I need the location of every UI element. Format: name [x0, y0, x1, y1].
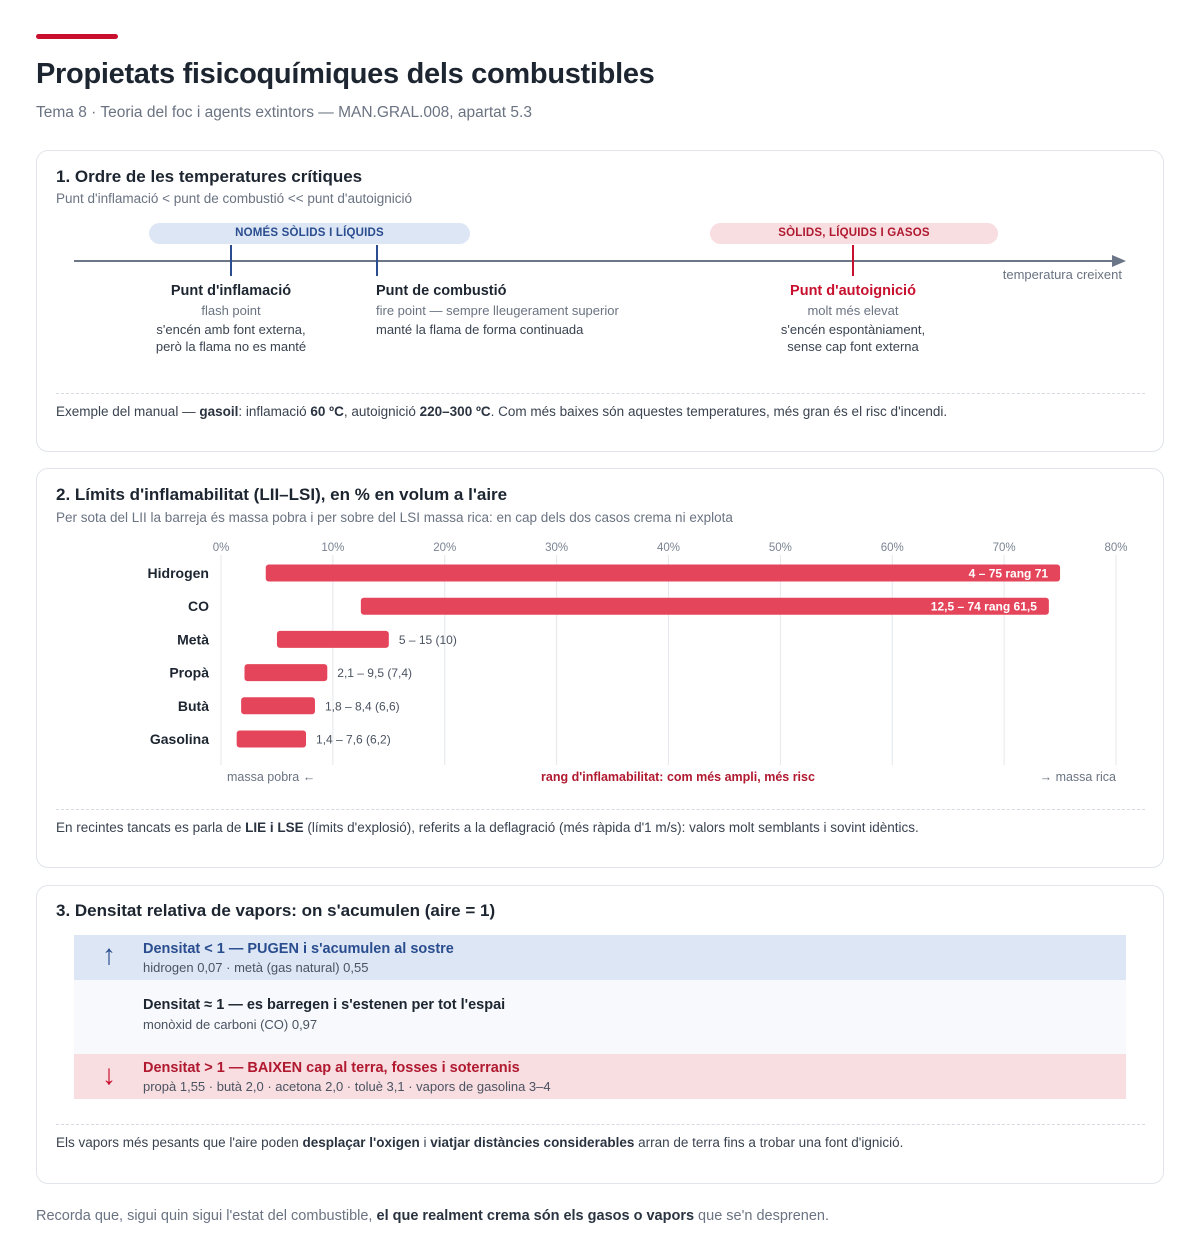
density-row-sink — [74, 1054, 1126, 1099]
x-tick-label: 50% — [768, 542, 792, 554]
section3-divider — [56, 1124, 1145, 1125]
flammability-chart — [37, 469, 1165, 799]
density-row-mix — [74, 980, 1126, 1054]
page-title: Propietats fisicoquímiques dels combustibles — [36, 58, 655, 90]
x-tick-label: 20% — [433, 542, 457, 554]
lean-mixture-label: massa pobra ← — [227, 770, 316, 784]
density-mix-label: Densitat ≈ 1 — es barregen i s'estenen per tot l'espai — [143, 997, 506, 1013]
x-tick-label: 80% — [1104, 542, 1128, 554]
page-subtitle: Tema 8 · Teoria del foc i agents extintors — MAN.GRAL.008, apartat 5.3 — [36, 104, 532, 121]
section2-title: 2. Límits d'inflamabilitat (LII–LSI), en % en volum a l'aire — [56, 485, 508, 504]
x-tick-label: 10% — [321, 542, 345, 554]
section3-note: Els vapors més pesants que l'aire poden desplaçar l'oxigen i viatjar distàncies considerables arran de terra fins a trobar una font d'ignició. — [56, 1135, 904, 1150]
fire-point-desc1: manté la flama de forma continuada — [376, 322, 584, 337]
x-tick-label: 60% — [880, 542, 904, 554]
autoignition-desc2: sense cap font externa — [787, 339, 919, 354]
arrow-down-icon: ↓ — [102, 1059, 116, 1090]
arrow-up-icon: ↑ — [102, 939, 116, 970]
x-tick-label: 30% — [545, 542, 569, 554]
category-label: CO — [188, 598, 209, 615]
flash-point-desc1: s'encén amb font externa, — [156, 322, 306, 337]
section1-note: Exemple del manual — gasoil: inflamació 60 ºC, autoignició 220–300 ºC. Com més baixes són aquestes temperatures, més gran és el risc d'incendi. — [56, 404, 948, 419]
rich-mixture-label: → massa rica — [1039, 770, 1116, 784]
density-rise-label: Densitat < 1 — PUGEN i s'acumulen al sostre — [143, 941, 454, 957]
autoignition-en: molt més elevat — [807, 303, 899, 318]
flash-point-tick — [230, 245, 232, 276]
vapor-density-card — [36, 885, 1164, 1184]
fire-point-name: Punt de combustió — [376, 283, 507, 299]
density-row-rise — [74, 935, 1126, 980]
category-label: Hidrogen — [147, 565, 209, 581]
range-label: 12,5 – 74 rang 61,5 — [930, 599, 1037, 614]
x-tick-label: 70% — [992, 542, 1016, 554]
category-label: Gasolina — [149, 731, 209, 747]
range-bar — [277, 631, 389, 648]
band-solids-liquids: NOMÉS SÒLIDS I LÍQUIDS — [149, 223, 470, 244]
footer-note: Recorda que, sigui quin sigui l'estat del combustible, el que realment crema són els gasos o vapors que se'n desprenen. — [36, 1208, 830, 1224]
fire-point-tick — [376, 245, 378, 276]
band-all-states: SÒLIDS, LÍQUIDS I GASOS — [710, 223, 998, 244]
section2-subtitle: Per sota del LII la barreja és massa pobra i per sobre del LSI massa rica: en cap dels dos casos crema ni explota — [56, 510, 733, 525]
flammability-card — [36, 468, 1164, 868]
flash-point-desc2: però la flama no es manté — [155, 339, 307, 354]
flash-point-en: flash point — [201, 303, 261, 318]
category-label: Butà — [177, 697, 209, 714]
autoignition-label — [753, 283, 953, 355]
autoignition-name: Punt d'autoignició — [790, 283, 916, 299]
category-label: Metà — [177, 631, 209, 648]
range-label: 2,1 – 9,5 (7,4) — [337, 666, 412, 681]
flash-point-label — [131, 283, 331, 355]
axis-arrowhead — [1112, 255, 1126, 267]
section2-divider — [56, 809, 1145, 810]
section1-subtitle: Punt d'inflamació < punt de combustió << punt d'autoignició — [56, 191, 413, 206]
x-tick-label: 0% — [212, 542, 230, 554]
category-label: Propà — [169, 664, 209, 681]
range-bar — [237, 731, 306, 748]
range-label: 1,4 – 7,6 (6,2) — [316, 732, 391, 747]
range-bar — [266, 565, 1060, 582]
range-risk-label: rang d'inflamabilitat: com més ampli, més risc — [541, 770, 815, 784]
x-tick-label: 40% — [656, 542, 681, 554]
fire-point-label — [376, 283, 676, 338]
range-label: 4 – 75 rang 71 — [968, 566, 1049, 581]
section1-divider — [56, 393, 1145, 394]
axis-caption: temperatura creixent — [1002, 267, 1122, 282]
range-label: 5 – 15 (10) — [398, 632, 457, 647]
section2-note: En recintes tancats es parla de LIE i LSE (límits d'explosió), referits a la deflagració (més ràpida d'1 m/s): valors molt semblants i sovint idèntics. — [56, 820, 919, 835]
flash-point-name: Punt d'inflamació — [170, 283, 292, 299]
section1-title: 1. Ordre de les temperatures crítiques — [56, 167, 363, 186]
fire-point-en: fire point — sempre lleugerament superior — [376, 303, 619, 318]
density-sink-desc: propà 1,55 · butà 2,0 · acetona 2,0 · toluè 3,1 · vapors de gasolina 3–4 — [143, 1079, 551, 1094]
range-bar — [244, 664, 327, 681]
section3-title: 3. Densitat relativa de vapors: on s'acumulen (aire = 1) — [56, 901, 496, 920]
autoignition-tick — [852, 245, 854, 276]
range-bar — [241, 697, 315, 714]
autoignition-desc1: s'encén espontàniament, — [780, 322, 926, 337]
temperatures-card — [36, 150, 1164, 452]
density-sink-label: Densitat > 1 — BAIXEN cap al terra, fosses i soterranis — [143, 1060, 520, 1076]
density-rise-desc: hidrogen 0,07 · metà (gas natural) 0,55 — [143, 960, 369, 975]
accent-bar — [36, 34, 118, 39]
range-label: 1,8 – 8,4 (6,6) — [324, 699, 400, 714]
density-mix-desc: monòxid de carboni (CO) 0,97 — [143, 1017, 318, 1032]
